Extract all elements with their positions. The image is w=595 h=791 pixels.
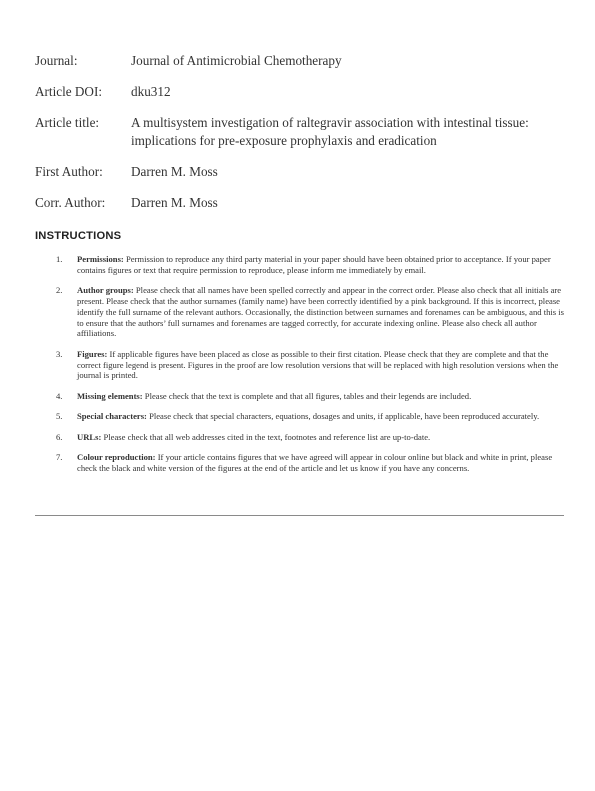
instructions-heading: INSTRUCTIONS	[35, 230, 122, 242]
article-title-label: Article title:	[35, 115, 100, 130]
instruction-body	[77, 452, 564, 474]
doi-label: Article DOI:	[35, 84, 103, 99]
instruction-body	[77, 411, 564, 422]
instruction-title: Special characters:	[77, 411, 147, 422]
instruction-body	[77, 254, 564, 276]
instruction-item	[56, 254, 564, 276]
instruction-number: 5.	[56, 411, 63, 422]
instruction-item	[56, 411, 564, 422]
instruction-item	[56, 452, 564, 474]
article-title-value: A multisystem investigation of raltegravir association with intestinal tissue: implications for pre-exposure prophylaxis and eradication	[131, 115, 529, 148]
doi-row	[35, 83, 565, 101]
instruction-body	[77, 285, 564, 339]
instruction-text: Please check that all web addresses cited in the text, footnotes and reference list are up-to-date.	[101, 431, 431, 442]
first-author-value: Darren M. Moss	[131, 164, 218, 179]
instruction-item	[56, 432, 564, 443]
instruction-number: 2.	[56, 285, 63, 296]
instruction-title: Colour reproduction:	[77, 451, 156, 462]
journal-row	[35, 52, 565, 70]
article-metadata	[35, 52, 565, 225]
first-author-label: First Author:	[35, 164, 103, 179]
instruction-item	[56, 285, 564, 339]
instruction-text: If your article contains figures that we have agreed will appear in colour online but black and white in print, please check the black and white version of the figures at the end of the article and let us know if you have any concerns.	[77, 451, 553, 473]
section-divider	[35, 515, 564, 516]
instruction-body	[77, 349, 564, 381]
first-author-row	[35, 163, 565, 181]
instructions-list	[56, 254, 564, 483]
instruction-title: Author groups:	[77, 285, 134, 296]
instruction-body	[77, 391, 564, 402]
instruction-text: Permission to reproduce any third party material in your paper should have been obtained prior to acceptance. If your paper contains figures or text that require permission to reproduce, please inform me immediately by email.	[77, 254, 551, 275]
instruction-text: Please check that the text is complete and that all figures, tables and their legends are included.	[142, 390, 472, 401]
instruction-number: 1.	[56, 254, 63, 264]
instruction-text: If applicable figures have been placed as close as possible to their first citation. Please check that they are complete and that the correct figure legend is present. Figures in the proof are low resolution versions that will be replaced with high resolution versions when the journal is printed.	[77, 348, 559, 381]
corr-author-row	[35, 194, 565, 212]
instruction-number: 6.	[56, 431, 63, 442]
instruction-item	[56, 391, 564, 402]
instruction-title: Figures:	[77, 348, 108, 359]
corr-author-label: Corr. Author:	[35, 195, 106, 210]
instruction-number: 3.	[56, 348, 63, 359]
journal-label: Journal:	[35, 53, 78, 68]
instruction-item	[56, 349, 564, 381]
instruction-number: 7.	[56, 451, 63, 462]
instruction-title: Permissions:	[77, 254, 124, 264]
instruction-body	[77, 432, 564, 443]
instruction-text: Please check that all names have been spelled correctly and appear in the correct order. Please also check that all initials are present. Please check that the author surnames (family name) have been correctly identified by a pink background. If this is incorrect, please identify the full surname of the relevant authors. Occasionally, the distinction between surnames and forenames can be ambiguous, and this is to ensure that the authors’ full surnames and forenames are tagged correctly, for accurate indexing online. Please also check all author affiliations.	[77, 285, 564, 339]
article-title-row	[35, 114, 565, 150]
journal-value: Journal of Antimicrobial Chemotherapy	[131, 53, 342, 68]
doi-value: dku312	[131, 84, 171, 99]
instruction-title: URLs:	[77, 431, 102, 442]
instruction-number: 4.	[56, 390, 63, 401]
instruction-text: Please check that special characters, equations, dosages and units, if applicable, have been reproduced accurately.	[146, 411, 540, 422]
corr-author-value: Darren M. Moss	[131, 195, 218, 210]
instruction-title: Missing elements:	[77, 390, 143, 401]
